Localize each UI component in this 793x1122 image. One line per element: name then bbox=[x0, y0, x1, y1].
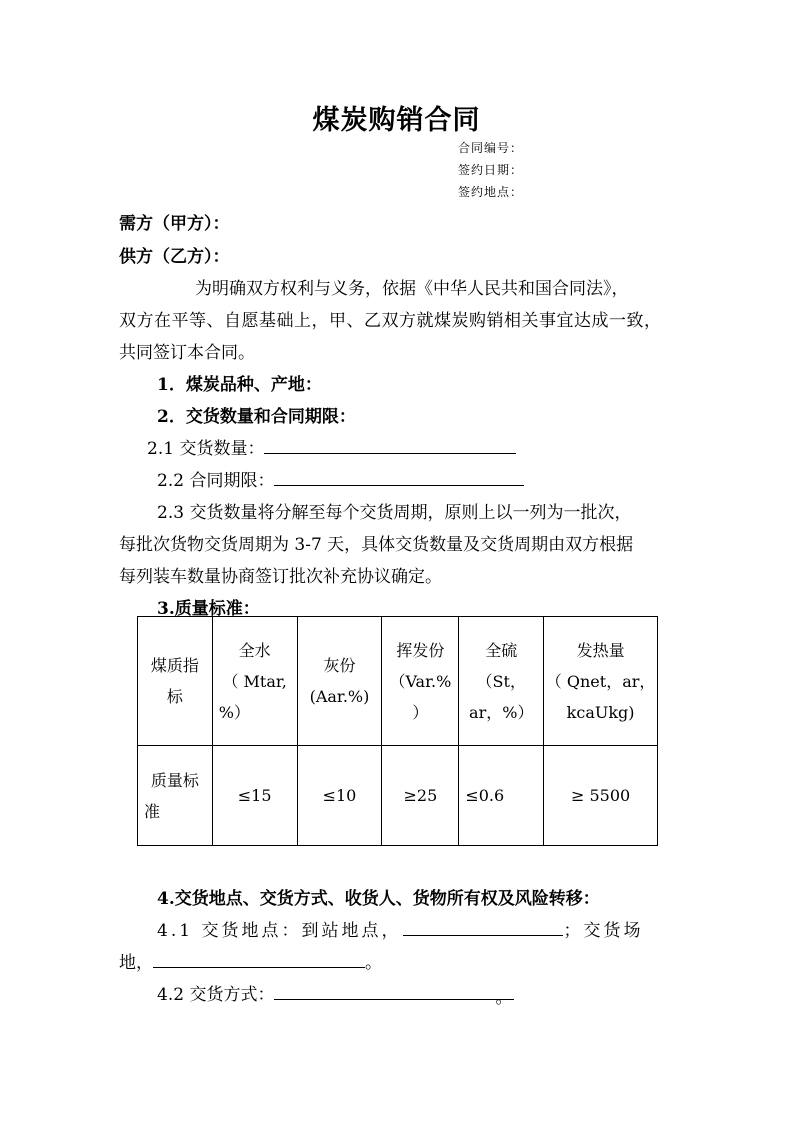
sign-place-label: 签约地点： bbox=[458, 185, 524, 199]
seller-party: 供方（乙方）： bbox=[119, 247, 230, 267]
delivery-place-text: ；交货场 bbox=[563, 921, 644, 941]
value-volatile: ≥25 bbox=[382, 746, 459, 846]
arrival-station-blank[interactable] bbox=[403, 919, 563, 936]
value-calorific: ≥ 5500 bbox=[544, 746, 658, 846]
contract-period-blank[interactable] bbox=[274, 469, 524, 486]
table-row bbox=[138, 746, 658, 846]
delivery-quantity-row bbox=[147, 434, 516, 459]
row-label-quality-standard: 质量标 准 bbox=[138, 746, 213, 846]
delivery-method-label: 4.2 交货方式： bbox=[157, 985, 275, 1005]
document-title: 煤炭购销合同 bbox=[312, 105, 481, 136]
delivery-site-row bbox=[119, 948, 382, 973]
delivery-place-label: 4.1 交货地点：到站地点， bbox=[157, 921, 402, 941]
delivery-method-end: 。 bbox=[495, 988, 513, 1008]
delivery-quantity-blank[interactable] bbox=[264, 437, 516, 454]
header-cell-ash: 灰份 (Aar.%) bbox=[297, 617, 382, 746]
sign-date-label: 签约日期： bbox=[458, 163, 524, 177]
delivery-method-blank[interactable] bbox=[274, 983, 514, 1008]
buyer-party: 需方（甲方）： bbox=[119, 214, 230, 234]
table-header-row bbox=[138, 617, 658, 746]
intro-line-1: 为明确双方权利与义务，依据《中华人民共和国合同法》， bbox=[195, 279, 629, 299]
value-sulfur: ≤0.6 bbox=[459, 746, 544, 846]
delivery-site-blank[interactable] bbox=[153, 951, 365, 968]
delivery-quantity-label: 2.1 交货数量： bbox=[147, 439, 265, 459]
value-ash: ≤10 bbox=[297, 746, 382, 846]
header-cell-volatile: 挥发份 （Var.% ） bbox=[382, 617, 459, 746]
section-1-heading: 1．煤炭品种、产地： bbox=[157, 375, 322, 395]
intro-line-2: 双方在平等、自愿基础上，甲、乙双方就煤炭购销相关事宜达成一致， bbox=[119, 311, 662, 331]
delivery-site-end: 。 bbox=[365, 953, 382, 973]
header-cell-indicator: 煤质指 标 bbox=[138, 617, 213, 746]
delivery-method-row bbox=[157, 980, 514, 1008]
contract-number-label: 合同编号： bbox=[458, 141, 524, 155]
header-cell-total-moisture: 全水 （ Mtar, %） bbox=[212, 617, 297, 746]
section-2-heading: 2．交货数量和合同期限： bbox=[157, 407, 356, 427]
clause-2-3-line-2: 每批次货物交货周期为 3-7 天，具体交货数量及交货周期由双方根据 bbox=[119, 535, 634, 555]
contract-period-row bbox=[157, 466, 524, 491]
quality-standard-table bbox=[137, 616, 658, 846]
header-cell-calorific-value: 发热量 （ Qnet，ar， kcaUkg) bbox=[544, 617, 658, 746]
clause-2-3-line-3: 每列装车数量协商签订批次补充协议确定。 bbox=[119, 567, 442, 587]
delivery-site-label: 地， bbox=[119, 953, 153, 973]
intro-line-3: 共同签订本合同。 bbox=[119, 343, 255, 363]
delivery-place-row bbox=[157, 916, 643, 941]
contract-period-label: 2.2 合同期限： bbox=[157, 471, 275, 491]
section-3-heading: 3.质量标准： bbox=[157, 599, 260, 619]
header-cell-sulfur: 全硫 （St， ar，%） bbox=[459, 617, 544, 746]
clause-2-3-line-1: 2.3 交货数量将分解至每个交货周期，原则上以一列为一批次， bbox=[157, 503, 632, 523]
section-4-heading: 4.交货地点、交货方式、收货人、货物所有权及风险转移： bbox=[157, 889, 600, 909]
value-total-moisture: ≤15 bbox=[212, 746, 297, 846]
